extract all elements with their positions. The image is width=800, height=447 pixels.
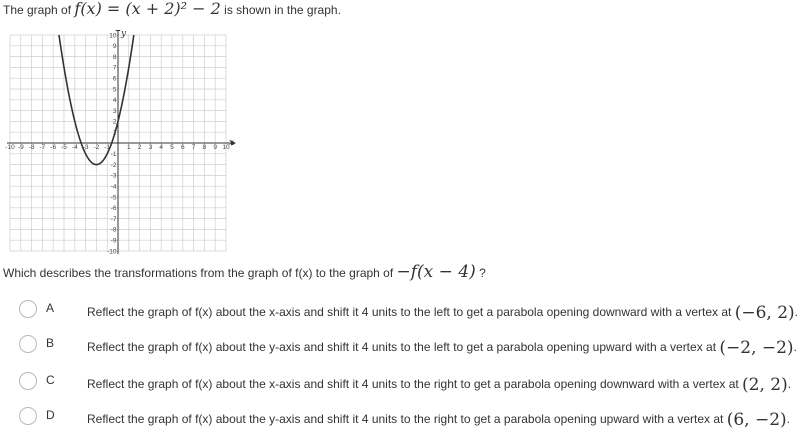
option-b-body: Reflect the graph of f(x) about the y-axis and shift it 4 units to the left to get a parabola opening upward with a vertex at xyxy=(87,340,720,354)
option-c-radio[interactable] xyxy=(19,372,37,390)
option-a-text xyxy=(87,301,798,321)
option-c-end: . xyxy=(787,377,792,391)
y-axis-arrow xyxy=(116,30,121,31)
option-c-text xyxy=(87,373,791,393)
option-d-text xyxy=(87,408,790,428)
graph-axes xyxy=(7,30,236,254)
option-c[interactable] xyxy=(0,372,800,406)
y-tick-label: -4 xyxy=(110,183,117,191)
option-a[interactable] xyxy=(0,300,800,334)
x-tick-label: -6 xyxy=(50,144,57,151)
x-tick-label: 3 xyxy=(148,144,153,151)
y-tick-label: -7 xyxy=(110,215,117,223)
y-tick-label: 6 xyxy=(112,75,117,83)
option-a-body: Reflect the graph of f(x) about the x-axis and shift it 4 units to the left to get a parabola opening downward with a vertex at xyxy=(87,305,735,319)
x-tick-label: -3 xyxy=(82,144,89,151)
y-tick-label: 7 xyxy=(112,64,117,72)
option-b-text xyxy=(87,336,797,356)
x-tick-label: -4 xyxy=(71,144,78,151)
x-tick-label: -7 xyxy=(39,144,46,151)
option-b-letter: B xyxy=(46,336,55,350)
option-a-letter: A xyxy=(46,301,55,315)
x-tick-label: 1 xyxy=(126,144,131,151)
x-tick-label: 9 xyxy=(213,144,218,151)
x-axis-label: x xyxy=(229,138,235,148)
y-tick-label: 2 xyxy=(112,118,117,126)
option-b-end: . xyxy=(793,340,797,354)
y-tick-label: -2 xyxy=(110,161,117,169)
option-d-end: . xyxy=(786,412,790,426)
option-d-radio[interactable] xyxy=(19,407,37,425)
option-c-body: Reflect the graph of f(x) about the x-axis and shift it 4 units to the right to get a parabola opening downward with a vertex at xyxy=(87,377,743,391)
option-a-end: . xyxy=(794,305,799,319)
y-tick-label: -9 xyxy=(110,237,117,245)
y-tick-label: 5 xyxy=(112,86,117,94)
x-tick-label: -10 xyxy=(5,144,15,151)
option-d-letter: D xyxy=(46,408,55,422)
y-tick-label: 8 xyxy=(112,53,117,61)
option-a-radio[interactable] xyxy=(19,300,37,318)
x-tick-label: 7 xyxy=(191,144,196,151)
y-tick-label: 1 xyxy=(112,129,117,137)
option-b-vertex: (−2, −2) xyxy=(719,338,794,358)
question-formula: −f(x − 4) xyxy=(396,262,476,282)
x-tick-label: -1 xyxy=(104,144,111,151)
intro-suffix: is shown in the graph. xyxy=(220,3,341,17)
y-tick-label: 9 xyxy=(112,43,117,51)
y-tick-label: -1 xyxy=(110,151,117,159)
x-tick-label: -5 xyxy=(61,144,67,151)
y-tick-label: 4 xyxy=(112,97,117,105)
question-suffix: ? xyxy=(475,266,486,280)
x-tick-label: -2 xyxy=(93,144,100,151)
y-tick-label: 3 xyxy=(112,107,117,115)
function-graph xyxy=(0,30,240,255)
option-b-radio[interactable] xyxy=(19,335,37,353)
x-tick-label: 5 xyxy=(170,144,174,151)
x-tick-label: -8 xyxy=(28,144,35,151)
option-c-vertex: (2, 2) xyxy=(742,375,788,395)
y-tick-label: -5 xyxy=(110,194,117,202)
x-tick-label: 2 xyxy=(137,144,142,151)
x-tick-label: 8 xyxy=(202,144,207,151)
y-axis-label: y xyxy=(121,30,127,39)
question-text xyxy=(3,262,486,283)
x-tick-label: 4 xyxy=(159,144,164,151)
y-tick-label: -3 xyxy=(110,172,117,180)
x-tick-label: 10 xyxy=(222,144,230,151)
intro-text xyxy=(3,0,341,19)
option-c-letter: C xyxy=(46,373,55,387)
question-prefix: Which describes the transformations from the graph of f(x) to the graph of xyxy=(3,266,397,280)
option-d-vertex: (6, −2) xyxy=(726,410,787,430)
option-a-vertex: (−6, 2) xyxy=(734,303,795,323)
option-d[interactable] xyxy=(0,407,800,441)
x-tick-label: -9 xyxy=(17,144,24,151)
option-d-body: Reflect the graph of f(x) about the y-axis and shift it 4 units to the right to get a parabola opening upward with a vertex at xyxy=(87,412,727,426)
x-tick-label: 6 xyxy=(180,144,185,151)
y-tick-label: 10 xyxy=(109,32,117,40)
y-tick-label: -8 xyxy=(110,226,117,234)
y-tick-label: -10 xyxy=(107,248,117,255)
intro-formula: f(x) = (x + 2)² − 2 xyxy=(74,0,221,18)
y-tick-label: -6 xyxy=(110,205,117,213)
intro-prefix: The graph of xyxy=(3,3,75,17)
option-b[interactable] xyxy=(0,335,800,369)
